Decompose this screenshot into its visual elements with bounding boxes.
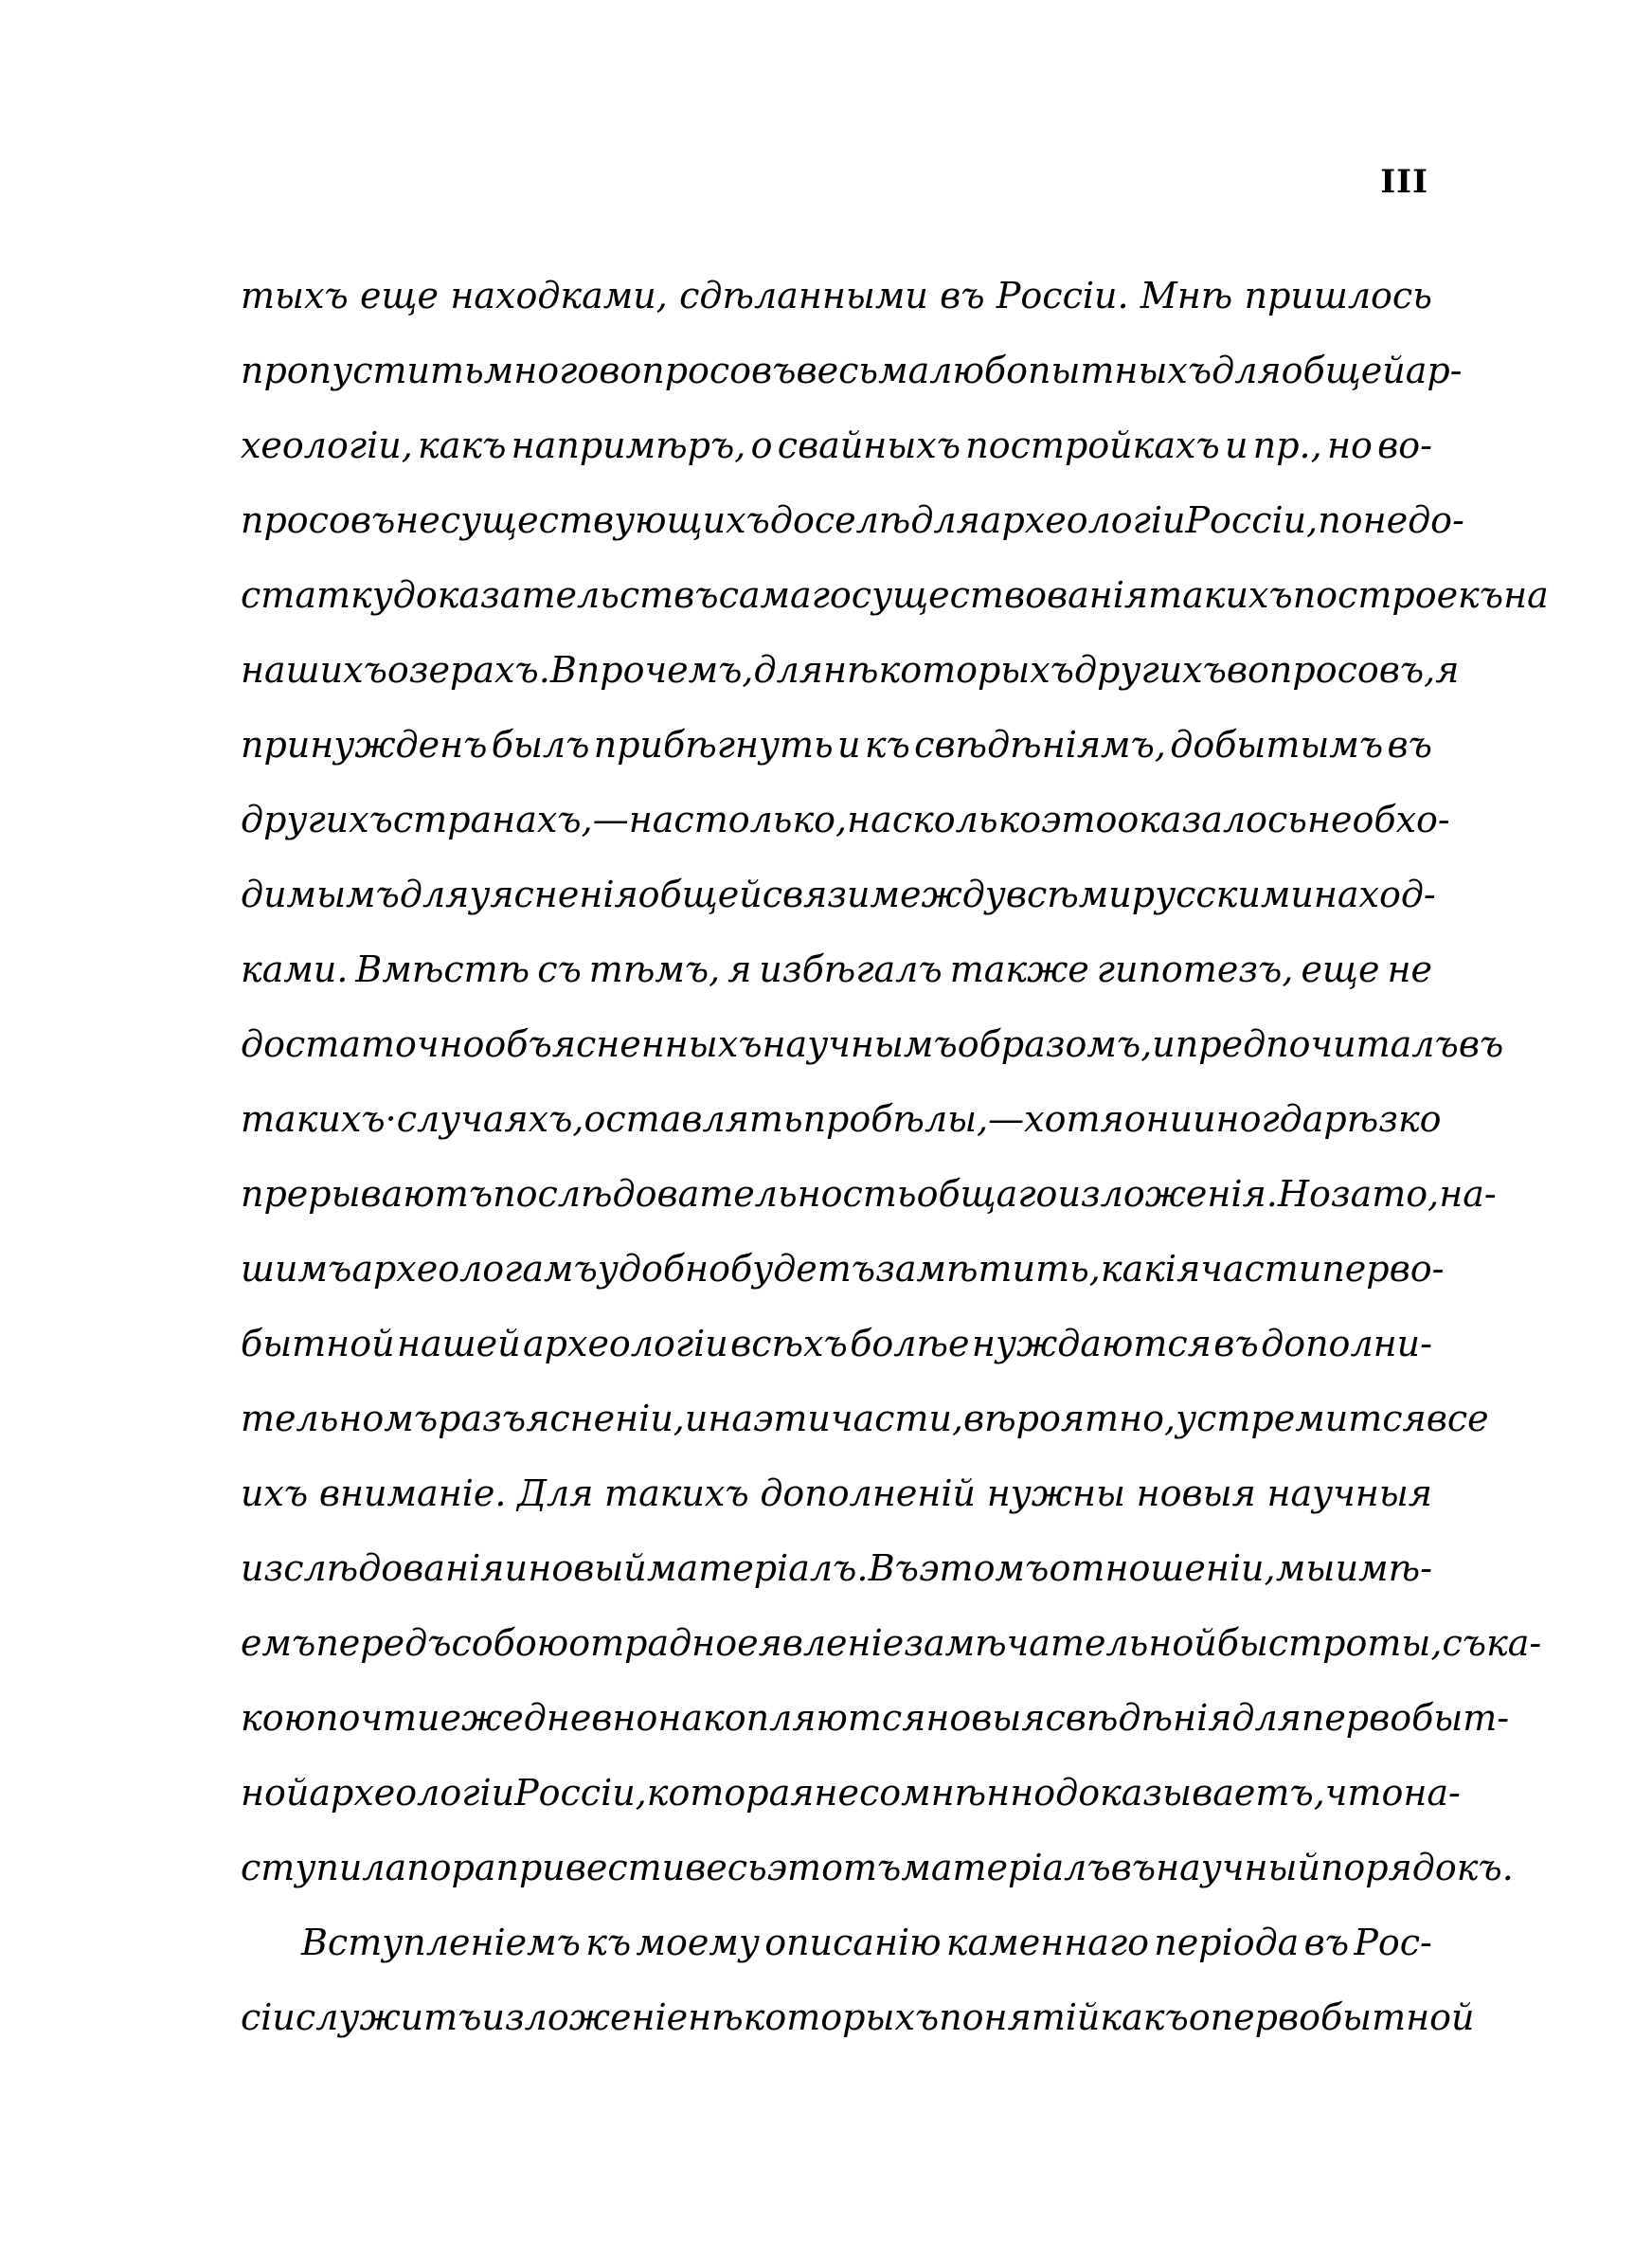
word: напримѣръ,	[511, 424, 746, 466]
word: археологіи	[523, 1323, 728, 1364]
word: наход-	[1313, 874, 1436, 915]
word: другихъ	[241, 799, 393, 840]
word: общаго	[916, 1173, 1058, 1215]
word: еще	[360, 275, 440, 316]
word: оказалось	[1117, 799, 1307, 840]
word: много	[483, 350, 600, 391]
word: всѣхъ	[730, 1323, 848, 1364]
word: въ	[1387, 724, 1432, 766]
word: ар-	[1405, 350, 1463, 391]
paragraph-2	[241, 1922, 1475, 2071]
word: кою	[241, 1697, 316, 1739]
word: любопытныхъ	[929, 350, 1212, 391]
text-line	[241, 649, 1460, 724]
word: самаго	[718, 574, 852, 616]
word: то,	[1372, 1173, 1440, 1215]
word: новыя	[925, 1697, 1046, 1739]
word: вопросовъ,	[1226, 649, 1436, 691]
text-line	[241, 1622, 1542, 1697]
word: свайныхъ	[777, 424, 961, 466]
text-line	[241, 574, 1549, 649]
word: нуждаются	[971, 1323, 1212, 1364]
word: всѣми	[1005, 874, 1132, 915]
word: бытной	[241, 1323, 395, 1364]
word: такихъ·	[241, 1098, 397, 1140]
word: еще	[1301, 948, 1380, 990]
text-line	[241, 1922, 1432, 1996]
word: другихъ	[1074, 649, 1227, 691]
word: доказываетъ,	[1055, 1772, 1325, 1814]
word: сіи	[241, 1996, 296, 2038]
word: археологамъ	[351, 1248, 598, 1290]
word: дополни-	[1261, 1323, 1432, 1364]
word: прерываютъ	[241, 1173, 494, 1215]
word: общей	[1281, 350, 1406, 391]
word: объясненныхъ	[484, 1023, 763, 1065]
word: тѣмъ,	[588, 948, 721, 990]
word: уясненія	[469, 874, 638, 915]
word: прибѣгнуть	[593, 724, 834, 766]
word: Россіи.	[996, 275, 1129, 316]
word: служитъ	[295, 1996, 482, 2038]
word: Для	[517, 1472, 594, 1514]
word: образомъ,	[957, 1023, 1153, 1065]
word: о	[1188, 1996, 1211, 2038]
word: хеологіи,	[241, 424, 413, 466]
word: по	[1318, 499, 1363, 541]
word: новыя	[1136, 1472, 1256, 1514]
word: научнымъ	[762, 1023, 958, 1065]
word: какъ	[418, 424, 507, 466]
word: постройкахъ	[965, 424, 1220, 466]
word: нашихъ	[241, 649, 387, 691]
word: принужденъ	[241, 724, 488, 766]
word: ихъ	[241, 1472, 309, 1514]
word: моему	[636, 1922, 760, 1963]
word: и	[684, 1398, 709, 1439]
word: для	[1231, 1697, 1302, 1739]
word: недо-	[1362, 499, 1464, 541]
text-line	[241, 1547, 1432, 1622]
word: построекъ	[1292, 574, 1504, 616]
word: отношеніи,	[1049, 1547, 1276, 1589]
word: первобыт-	[1301, 1697, 1510, 1739]
text-line	[241, 499, 1464, 574]
text-line	[241, 1023, 1504, 1098]
word: для	[399, 874, 470, 915]
text-line	[241, 799, 1450, 874]
word: археологіи	[309, 1772, 515, 1814]
text-line	[241, 1398, 1489, 1472]
word: которая	[646, 1772, 815, 1814]
word: между	[870, 874, 1006, 915]
word: къ	[585, 1922, 632, 1963]
word: доселѣ	[769, 499, 911, 541]
word: описанію	[764, 1922, 942, 1963]
word: свѣдѣніямъ,	[914, 724, 1166, 766]
word: порядокъ.	[1320, 1847, 1514, 1888]
word: общей	[637, 874, 763, 915]
text-line	[241, 1772, 1461, 1847]
word: нѣкоторыхъ	[822, 649, 1075, 691]
word: изложеніе	[481, 1996, 689, 2038]
word: нѣкоторыхъ	[688, 1996, 940, 2038]
word: части	[1200, 1248, 1322, 1290]
word: имѣ-	[1335, 1547, 1432, 1589]
word: на	[847, 799, 892, 840]
word: эти	[753, 1398, 831, 1439]
word: избѣгалъ	[759, 948, 943, 990]
word: за	[1330, 1173, 1373, 1215]
word: изслѣдованія	[241, 1547, 505, 1589]
word: Вступленіемъ	[301, 1922, 581, 1963]
word: существованія	[851, 574, 1149, 616]
word: о	[750, 424, 773, 466]
word: вниманіе.	[318, 1472, 507, 1514]
word: матеріалъ.	[647, 1547, 869, 1589]
word: устремится	[1176, 1398, 1427, 1439]
word: пришлось	[1244, 275, 1432, 316]
word: на	[708, 1398, 754, 1439]
text-line	[241, 948, 1432, 1023]
word: ка-	[1486, 1622, 1542, 1664]
word: Россіи,	[514, 1772, 647, 1814]
word: добытымъ	[1170, 724, 1384, 766]
word: будетъ	[729, 1248, 876, 1290]
word: разъясненіи,	[438, 1398, 685, 1439]
word: также	[949, 948, 1089, 990]
text-line	[241, 350, 1463, 424]
word: въ	[1303, 1922, 1350, 1963]
word: отрадное	[568, 1622, 759, 1664]
word: пора	[406, 1847, 496, 1888]
text-line	[241, 424, 1432, 499]
word: связи	[762, 874, 871, 915]
word: это	[1041, 799, 1118, 840]
word: Впрочемъ,	[549, 649, 754, 691]
word: болѣе	[850, 1323, 970, 1364]
word: Но	[1277, 1173, 1331, 1215]
word: находками,	[450, 275, 668, 316]
word: во-	[1377, 424, 1432, 466]
text-line	[241, 1098, 1442, 1173]
word: статку	[241, 574, 393, 616]
word: Мнѣ	[1140, 275, 1233, 316]
word: весь	[685, 1847, 767, 1888]
word: такихъ	[604, 1472, 749, 1514]
paragraph-1	[241, 275, 1549, 1922]
word: ками.	[241, 948, 349, 990]
word: собою	[451, 1622, 569, 1664]
word: Вмѣстѣ	[355, 948, 530, 990]
word: они	[1123, 1098, 1194, 1140]
word: случаяхъ,	[396, 1098, 584, 1140]
word: ной	[241, 1772, 310, 1814]
word: въ	[1458, 1023, 1504, 1065]
word: изложенія.	[1057, 1173, 1278, 1215]
text-line	[241, 1248, 1445, 1323]
word: и	[1225, 424, 1248, 466]
page-number: III	[1380, 163, 1428, 201]
word: Рос-	[1354, 1922, 1432, 1963]
word: удобно	[597, 1248, 730, 1290]
word: странахъ,—на	[392, 799, 674, 840]
word: дополненій	[760, 1472, 977, 1514]
word: и	[1152, 1023, 1176, 1065]
word: Въ	[868, 1547, 919, 1589]
word: нашей	[396, 1323, 521, 1364]
word: сколько	[891, 799, 1042, 840]
word: но	[1326, 424, 1373, 466]
word: для	[1212, 350, 1282, 391]
word: русскими	[1131, 874, 1314, 915]
word: озерахъ.	[386, 649, 550, 691]
word: пробѣлы,—хотя	[802, 1098, 1124, 1140]
word: на-	[1439, 1173, 1497, 1215]
word: димымъ	[241, 874, 400, 915]
word: замѣтить,	[875, 1248, 1101, 1290]
word: доказательствъ	[392, 574, 719, 616]
word: несомнѣнно	[814, 1772, 1056, 1814]
text-line	[241, 874, 1436, 948]
word: свѣдѣнія	[1045, 1697, 1232, 1739]
word: для	[910, 499, 980, 541]
word: емъ	[241, 1622, 316, 1664]
word: на-	[1403, 1772, 1461, 1814]
word: перво-	[1321, 1248, 1445, 1290]
word: ступила	[241, 1847, 407, 1888]
word: столько,	[673, 799, 848, 840]
word: не	[395, 499, 440, 541]
word: какъ	[1100, 1996, 1189, 2038]
word: рѣзко	[1323, 1098, 1442, 1140]
word: ежедневно	[440, 1697, 658, 1739]
body-text	[241, 275, 1549, 2071]
word: научный	[1156, 1847, 1320, 1888]
word: въ	[1213, 1323, 1259, 1364]
word: привести	[495, 1847, 686, 1888]
word: достаточно	[241, 1023, 485, 1065]
word: вѣроятно,	[963, 1398, 1176, 1439]
word: первобытной	[1210, 1996, 1475, 2038]
word: съ	[537, 948, 582, 990]
word: быстроты,	[1216, 1622, 1443, 1664]
text-line	[241, 275, 1432, 350]
word: этомъ	[919, 1547, 1050, 1589]
word: въ	[940, 275, 985, 316]
word: матеріалъ	[901, 1847, 1111, 1888]
word: весьма	[796, 350, 930, 391]
word: передъ	[315, 1622, 452, 1664]
word: Россіи,	[1185, 499, 1319, 541]
word: сдѣланными	[679, 275, 928, 316]
word: я	[727, 948, 752, 990]
word: необхо-	[1307, 799, 1450, 840]
word: послѣдовательность	[493, 1173, 917, 1215]
word: и	[837, 724, 861, 766]
word: на	[1503, 574, 1549, 616]
word: существующихъ	[440, 499, 770, 541]
word: тыхъ	[241, 275, 349, 316]
word: для	[753, 649, 823, 691]
word: такихъ	[1148, 574, 1293, 616]
word: каменнаго	[945, 1922, 1150, 1963]
text-line	[241, 1847, 1514, 1922]
word: въ	[1110, 1847, 1157, 1888]
word: оставлять	[584, 1098, 803, 1140]
word: пропустить	[241, 350, 484, 391]
word: научныя	[1266, 1472, 1432, 1514]
word: тельномъ	[241, 1398, 439, 1439]
word: гипотезъ,	[1096, 948, 1294, 990]
word: археологіи	[979, 499, 1186, 541]
word: что	[1324, 1772, 1404, 1814]
word: къ	[864, 724, 910, 766]
word: шимъ	[241, 1248, 352, 1290]
text-line	[241, 724, 1432, 799]
word: нужны	[986, 1472, 1125, 1514]
word: періода	[1154, 1922, 1300, 1963]
word: предпочиталъ	[1175, 1023, 1459, 1065]
word: просовъ	[241, 499, 396, 541]
word: я	[1435, 649, 1460, 691]
text-line	[241, 1996, 1475, 2071]
text-line	[241, 1472, 1432, 1547]
text-line	[241, 1173, 1497, 1248]
word: понятій	[939, 1996, 1101, 2038]
word: и	[504, 1547, 529, 1589]
word: явленіе	[758, 1622, 905, 1664]
word: новый	[528, 1547, 647, 1589]
text-line	[241, 1323, 1432, 1398]
word: все	[1426, 1398, 1489, 1439]
word: пр.,	[1252, 424, 1322, 466]
word: какія	[1100, 1248, 1201, 1290]
word: накопляются	[657, 1697, 926, 1739]
word: почти	[315, 1697, 440, 1739]
word: части,	[830, 1398, 964, 1439]
word: былъ	[491, 724, 590, 766]
word: не	[1387, 948, 1432, 990]
word: вопросовъ	[599, 350, 797, 391]
word: съ	[1442, 1622, 1487, 1664]
word: этотъ	[766, 1847, 902, 1888]
text-line	[241, 1697, 1510, 1772]
word: иногда	[1193, 1098, 1324, 1140]
word: замѣчательной	[904, 1622, 1217, 1664]
word: мы	[1275, 1547, 1336, 1589]
